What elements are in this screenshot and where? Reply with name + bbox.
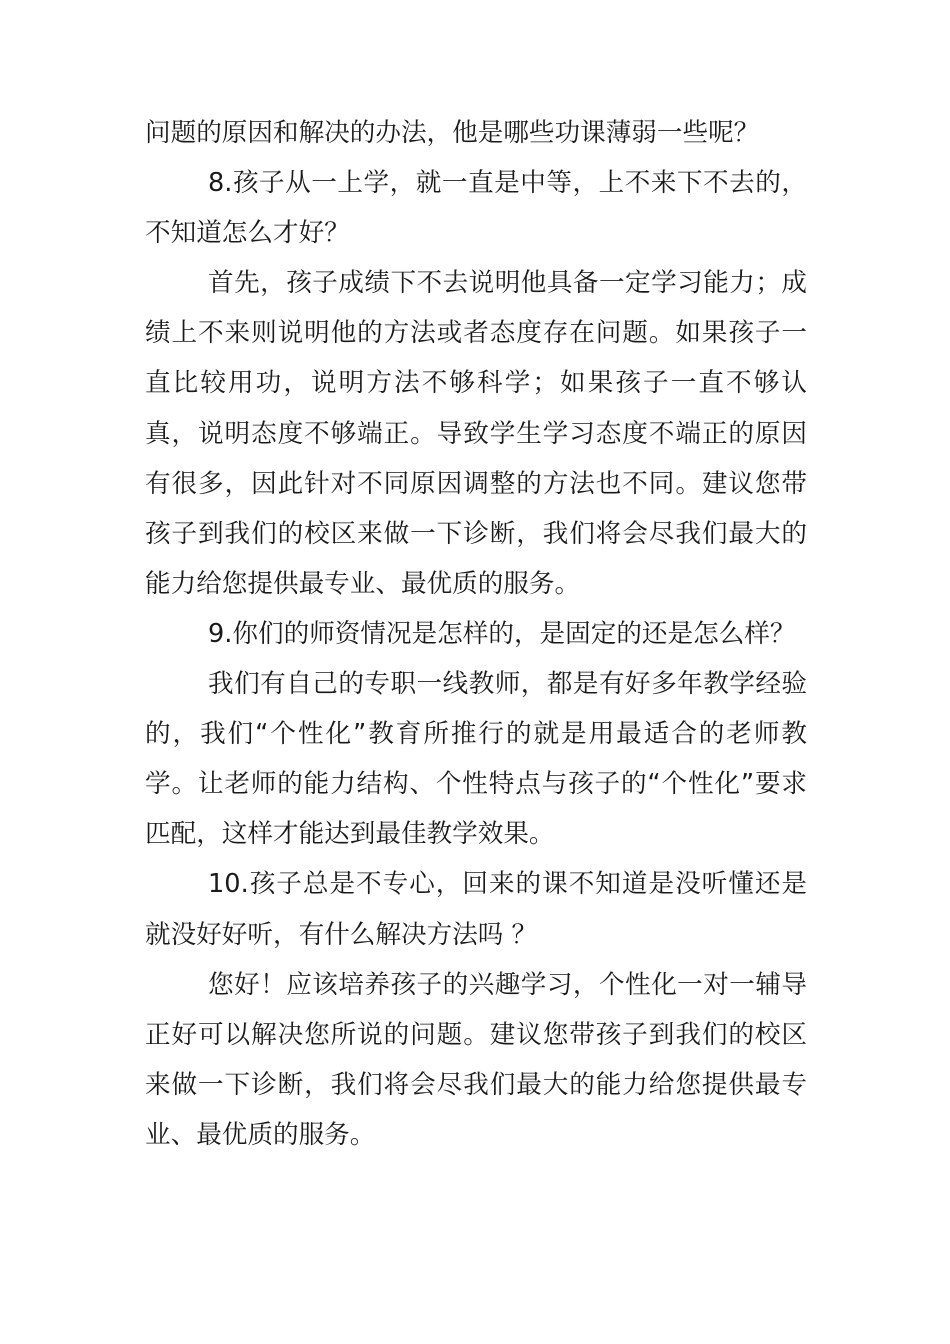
answer-10: 您好！应该培养孩子的兴趣学习，个性化一对一辅导正好可以解决您所说的问题。建议您带孩子到我们的校区来做一下诊断，我们将会尽我们最大的能力给您提供最专业、最优质的服务。 bbox=[145, 969, 807, 1150]
question-9: 9.你们的师资情况是怎样的，是固定的还是怎么样？ bbox=[208, 618, 796, 649]
answer-9: 我们有自己的专职一线教师，都是有好多年教学经验的，我们“个性化”教育所推行的就是用最适合的老师教学。让老师的能力结构、个性特点与孩子的“个性化”要求匹配，这样才能达到最佳教学效果。 bbox=[145, 669, 807, 850]
document-body bbox=[145, 108, 807, 1160]
question-10: 10.孩子总是不专心，回来的课不知道是没听懂还是就没好好听，有什么解决方法吗 ？ bbox=[145, 869, 807, 950]
paragraph-continuation: 问题的原因和解决的办法，他是哪些功课薄弱一些呢？ bbox=[145, 118, 760, 148]
question-8: 8.孩子从一上学，就一直是中等，上不来下不去的，不知道怎么才好？ bbox=[145, 168, 807, 249]
answer-8: 首先，孩子成绩下不去说明他具备一定学习能力；成绩上不来则说明他的方法或者态度存在问题。如果孩子一直比较用功，说明方法不够科学；如果孩子一直不够认真，说明态度不够端正。导致学生学习态度不端正的原因有很多，因此针对不同原因调整的方法也不同。建议您带孩子到我们的校区来做一下诊断，我们将会尽我们最大的能力给您提供最专业、最优质的服务。 bbox=[145, 268, 807, 599]
